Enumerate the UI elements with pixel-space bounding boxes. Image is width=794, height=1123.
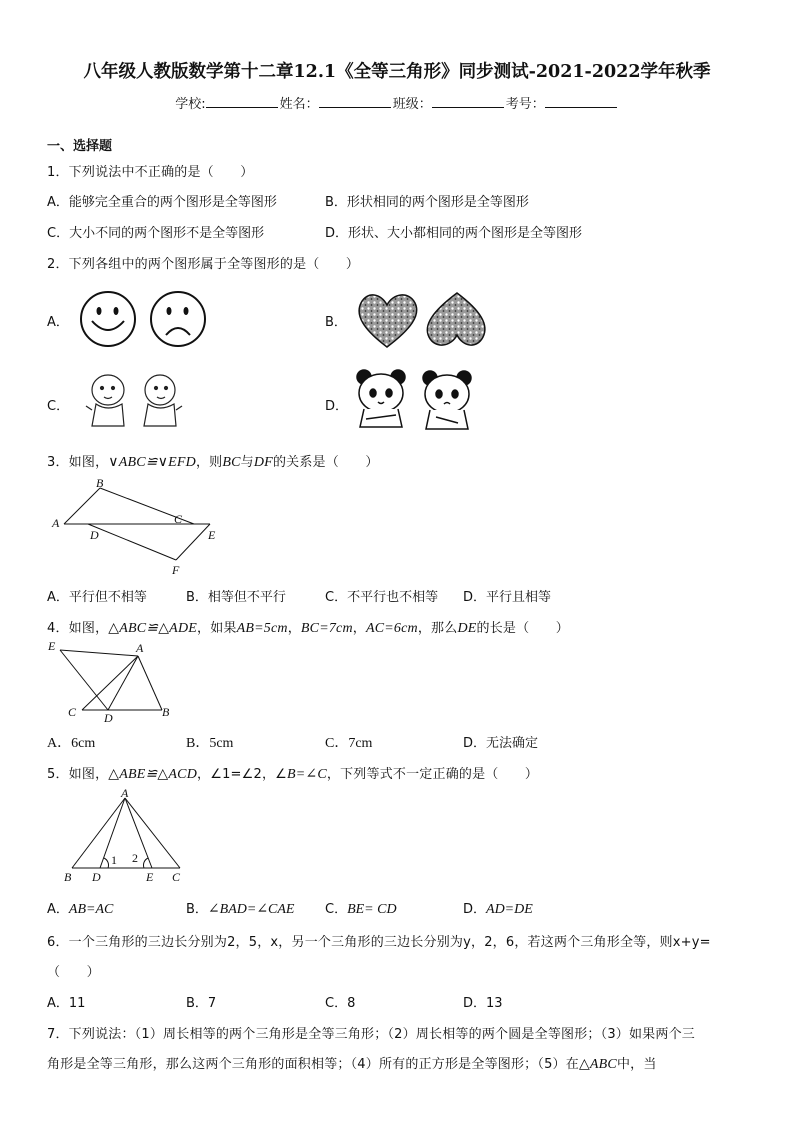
q5-label-d: D — [92, 870, 101, 884]
q7-stem-line1: 7．下列说法：（1）周长相等的两个三角形是全等三角形；（2）周长相等的两个圆是全等图形；（3）如果两个三 — [47, 1027, 695, 1042]
heart-icon — [359, 295, 417, 347]
q4-figure — [46, 638, 181, 726]
school-label: 学校: — [175, 97, 206, 112]
q3-label-c: C — [174, 512, 183, 526]
q5-stem: 5．如图，△ABE≌△ACD，∠1=∠2，∠B=∠C，下列等式不一定正确的是（ ） — [47, 767, 539, 782]
class-label: 班级： — [392, 97, 432, 112]
q3-label-a: A — [52, 516, 60, 530]
school-blank[interactable] — [206, 95, 278, 108]
q5-label-c: C — [172, 870, 181, 884]
inverted-heart-icon — [427, 293, 485, 345]
cartoon-child-left-icon — [86, 375, 124, 426]
q3-option-d[interactable]: D．平行且相等 — [463, 590, 552, 605]
q3-label-b: B — [96, 476, 104, 490]
q2-option-d[interactable]: D． — [325, 399, 349, 414]
q6-option-b[interactable]: B．7 — [186, 996, 217, 1011]
q2-option-b[interactable]: B． — [325, 315, 347, 330]
q4-label-a: A — [136, 641, 144, 655]
q3-label-f: F — [172, 563, 180, 577]
happy-face-icon — [81, 292, 135, 346]
cartoon-child-right-icon — [144, 375, 182, 426]
panda-figure — [354, 369, 484, 435]
q4-label-e: E — [48, 639, 56, 653]
q5-angle-1: 1 — [111, 853, 117, 867]
hearts-figure — [355, 289, 495, 351]
name-blank[interactable] — [319, 95, 391, 108]
q5-option-c[interactable]: C．BE= CD — [325, 902, 397, 917]
q5-angle-2: 2 — [132, 851, 138, 865]
class-blank[interactable] — [432, 95, 504, 108]
q3-label-e: E — [208, 528, 216, 542]
q6-stem-line2: （ ） — [47, 965, 100, 980]
q6-stem-line1: 6．一个三角形的三边长分别为2，5，x，另一个三角形的三边长分别为y，2，6，若这两个三角形全等，则x+y= — [47, 935, 711, 950]
q4-stem: 4．如图，△ABC≌△ADE，如果AB=5cm，BC=7cm，AC=6cm，那么DE的长是（ ） — [47, 621, 569, 636]
q4-label-c: C — [68, 705, 77, 719]
q6-option-c[interactable]: C．8 — [325, 996, 356, 1011]
q5-option-b[interactable]: B．∠BAD=∠CAE — [186, 902, 295, 917]
q4-option-d[interactable]: D．无法确定 — [463, 736, 539, 751]
cartoon-kids-figure — [78, 370, 198, 432]
q3-option-a[interactable]: A．平行但不相等 — [47, 590, 147, 605]
q5-label-e: E — [146, 870, 154, 884]
q5-option-a[interactable]: A．AB=AC — [47, 902, 114, 917]
smiley-faces-figure — [78, 289, 218, 349]
q5-label-a: A — [121, 786, 129, 800]
panda-right-icon — [423, 371, 471, 429]
panda-left-icon — [357, 370, 405, 427]
q1-option-b[interactable]: B．形状相同的两个图形是全等图形 — [325, 195, 529, 210]
q6-option-d[interactable]: D．13 — [463, 996, 503, 1011]
section-heading: 一、选择题 — [47, 139, 113, 154]
q5-label-b: B — [64, 870, 72, 884]
q5-option-d[interactable]: D．AD=DE — [463, 902, 533, 917]
page-title: 八年级人教版数学第十二章12.1《全等三角形》同步测试-2021-2022学年秋季 — [83, 62, 711, 82]
exam-number-blank[interactable] — [545, 95, 617, 108]
sad-face-icon — [151, 292, 205, 346]
q1-option-c[interactable]: C．大小不同的两个图形不是全等图形 — [47, 226, 265, 241]
q4-option-b[interactable]: B．5cm — [186, 736, 234, 751]
exam-number-label: 考号： — [505, 97, 545, 112]
q1-stem: 1．下列说法中不正确的是（ ） — [47, 165, 254, 180]
q4-option-c[interactable]: C．7cm — [325, 736, 373, 751]
q3-label-d: D — [90, 528, 99, 542]
q3-option-b[interactable]: B．相等但不平行 — [186, 590, 286, 605]
q3-stem: 3．如图，∨ABC≌∨EFD，则BC与DF的关系是（ ） — [47, 455, 379, 470]
q5-figure — [62, 788, 192, 888]
name-label: 姓名： — [279, 97, 319, 112]
q1-option-d[interactable]: D．形状、大小都相同的两个图形是全等图形 — [325, 226, 583, 241]
q2-option-c[interactable]: C． — [47, 399, 70, 414]
q2-option-a[interactable]: A． — [47, 315, 69, 330]
q4-label-b: B — [162, 705, 170, 719]
q3-option-c[interactable]: C．不平行也不相等 — [325, 590, 439, 605]
q4-option-a[interactable]: A．6cm — [47, 736, 96, 751]
student-info-line — [0, 93, 794, 112]
q4-label-d: D — [104, 711, 113, 725]
q6-option-a[interactable]: A．11 — [47, 996, 86, 1011]
q3-figure — [52, 478, 232, 578]
q2-stem: 2．下列各组中的两个图形属于全等图形的是（ ） — [47, 257, 360, 272]
q7-stem-line2: 角形是全等三角形，那么这两个三角形的面积相等；（4）所有的正方形是全等图形；（5）在△ABC中，当 — [47, 1057, 657, 1072]
q1-option-a[interactable]: A．能够完全重合的两个图形是全等图形 — [47, 195, 277, 210]
